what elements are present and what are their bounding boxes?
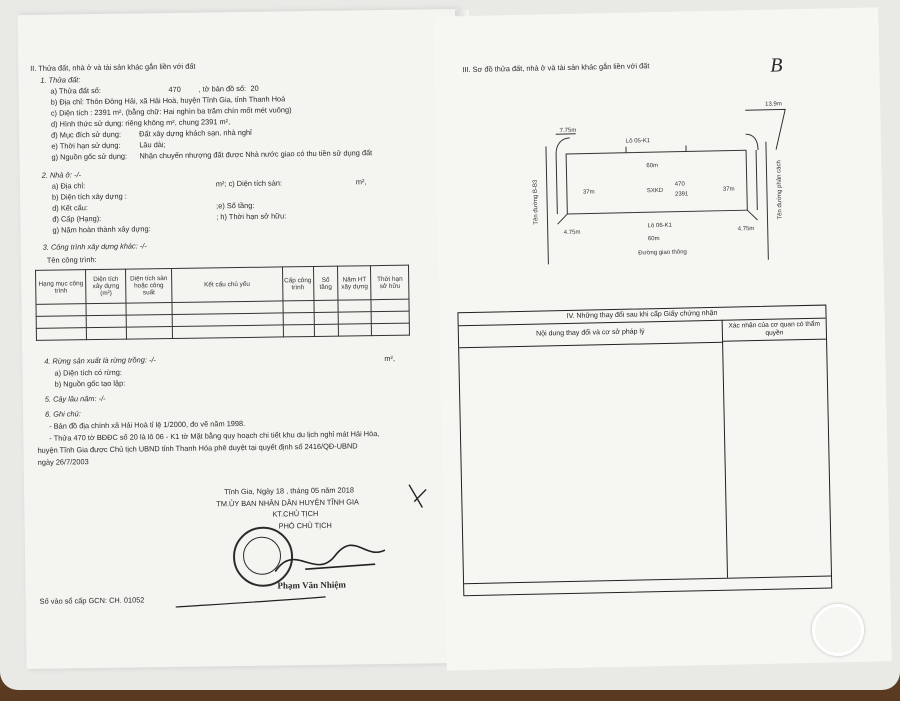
sketch-lot-bottom: Lô 06-K1 bbox=[647, 222, 673, 230]
sketch-road-left: Tên đường B-B3 bbox=[532, 179, 540, 225]
use-form-line: d) Hình thức sử dụng: riêng không m², chung 2391 m², bbox=[50, 117, 231, 129]
section-iii-title: III. Sơ đồ thửa đất, nhà ở và tài sản khác gắn liền với đất bbox=[462, 61, 650, 75]
note-1: - Bản đồ địa chính xã Hải Hoà tỉ lệ 1/2000, đo vẽ năm 1998. bbox=[49, 418, 246, 431]
col-built-area: Diện tích xây dựng (m²) bbox=[86, 269, 126, 304]
house-structure: d) Kết cấu: bbox=[52, 203, 88, 213]
sketch-chamfer-right: 4.75m bbox=[737, 226, 755, 233]
sketch-bottom-dim: 60m bbox=[647, 236, 660, 243]
col-floors: Số tầng bbox=[313, 266, 338, 300]
house-address: a) Địa chỉ: bbox=[51, 181, 86, 191]
house-built-area: b) Diện tích xây dựng : bbox=[51, 191, 127, 202]
date-scribble bbox=[174, 479, 435, 523]
changes-col-content: Nội dung thay đổi và cơ sở pháp lý bbox=[459, 320, 723, 349]
changes-title: IV. Những thay đổi sau khi cấp Giấy chứng nhận bbox=[458, 306, 825, 327]
other-works-heading: 3. Công trình xây dựng khác: -/- bbox=[42, 241, 147, 252]
plot-sketch bbox=[495, 89, 819, 286]
section-ii-title: II. Thửa đất, nhà ở và tài sản khác gắn liền với đất bbox=[30, 61, 196, 73]
house-m2-right: m², bbox=[355, 177, 367, 187]
map-sheet-label: , tờ bản đồ số: bbox=[198, 83, 247, 94]
sketch-road: Đường giao thông bbox=[638, 249, 687, 257]
house-heading: 2. Nhà ở: -/- bbox=[41, 170, 82, 180]
house-floors: ;e) Số tầng: bbox=[216, 200, 255, 211]
sketch-plot-code: SXKD bbox=[646, 187, 664, 195]
registry-number: Số vào sổ cấp GCN: CH. 01052 bbox=[39, 595, 145, 606]
changes-table bbox=[457, 305, 832, 597]
col-main-structure: Kết cấu chủ yếu bbox=[172, 267, 283, 303]
place-date: Tĩnh Gia, Ngày 18 , tháng 05 năm 2018 bbox=[224, 485, 355, 497]
works-table bbox=[35, 265, 410, 341]
land-plot-heading: 1. Thửa đất: bbox=[40, 75, 81, 85]
notes-heading: 6. Ghi chú: bbox=[44, 409, 81, 419]
sketch-road-right: Tên đường phân cách bbox=[776, 160, 784, 220]
col-work-item: Hạng mục công trình bbox=[36, 270, 87, 305]
changes-col-confirm: Xác nhận của cơ quan có thẩm quyền bbox=[723, 318, 826, 342]
sketch-corner-dim: 13.9m bbox=[765, 101, 782, 108]
area-line: c) Diện tích : 2391 m², (bằng chữ: Hai nghìn ba trăm chín mốt mét vuông) bbox=[50, 105, 292, 118]
term-label: e) Thời hạn sử dụng: bbox=[51, 140, 121, 151]
perennial-heading: 5. Cây lâu năm: -/- bbox=[44, 393, 106, 404]
house-year: g) Năm hoàn thành xây dựng: bbox=[52, 224, 151, 235]
note-3: huyện Tĩnh Gia được Chủ tịch UBND tỉnh Thanh Hóa phê duyệt tại quyết định số 2416/QĐ-UBND bbox=[37, 441, 358, 455]
forest-origin: b) Nguồn gốc tạo lập: bbox=[54, 378, 126, 389]
col-floor-area: Diện tích sàn hoặc công suất bbox=[126, 268, 173, 303]
right-page bbox=[433, 7, 892, 670]
sketch-plot-number: 470 bbox=[674, 181, 685, 188]
plot-number-value: 470 bbox=[168, 84, 181, 95]
col-term: Thời hạn sở hữu bbox=[371, 265, 409, 300]
house-term: ; h) Thời hạn sở hữu: bbox=[216, 211, 287, 222]
forest-area: a) Diện tích có rừng: bbox=[54, 367, 122, 378]
plot-number-label: a) Thửa đất số: bbox=[50, 85, 102, 96]
house-c-label: m²; c) Diện tích sàn: bbox=[215, 178, 283, 189]
sketch-lot-top: Lô 05-K1 bbox=[625, 138, 651, 145]
signer-kt: KT.CHỦ TỊCH bbox=[272, 508, 319, 519]
col-year: Năm HT xây dựng bbox=[338, 266, 372, 300]
sketch-plot-area: 2391 bbox=[674, 191, 689, 198]
registry-underline bbox=[35, 585, 335, 619]
house-grade: đ) Cấp (Hạng): bbox=[52, 213, 102, 224]
forest-heading: 4. Rừng sản xuất là rừng trồng: -/- bbox=[44, 355, 157, 366]
origin-label: g) Nguồn gốc sử dụng: bbox=[51, 151, 128, 162]
signer-name: Phạm Văn Nhiệm bbox=[277, 579, 346, 591]
left-page bbox=[17, 9, 466, 669]
sketch-side-dim-left: 37m bbox=[582, 189, 595, 196]
address-line: b) Địa chỉ: Thôn Đông Hải, xã Hải Hoà, huyện Tĩnh Gia, tỉnh Thanh Hoá bbox=[50, 94, 286, 107]
sketch-left-dim: 7.75m bbox=[559, 127, 577, 135]
sketch-side-dim-right: 37m bbox=[722, 186, 735, 193]
purpose-value: Đất xây dựng khách sạn, nhà nghỉ bbox=[139, 127, 252, 139]
work-name-label: Tên công trình: bbox=[46, 255, 97, 265]
map-sheet-value: 20 bbox=[250, 83, 259, 93]
origin-value: Nhận chuyển nhượng đất được Nhà nước giao có thu tiền sử dụng đất bbox=[139, 148, 373, 161]
capture-button[interactable] bbox=[812, 604, 864, 656]
note-2: - Thửa 470 tờ BĐĐC số 20 là lô 06 - K1 tờ Mặt bằng quy hoạch chi tiết khu du lịch nghỉ mát Hải Hòa, bbox=[49, 429, 380, 443]
purpose-label: đ) Mục đích sử dụng: bbox=[51, 129, 122, 140]
sketch-chamfer-left: 4.75m bbox=[563, 229, 581, 237]
signer-title: PHÓ CHỦ TỊCH bbox=[278, 520, 332, 531]
note-4: ngày 26/7/2003 bbox=[37, 457, 89, 467]
signer-org: TM.ỦY BAN NHÂN DÂN HUYỆN TĨNH GIA bbox=[216, 497, 359, 509]
sketch-top-dim: 60m bbox=[646, 163, 659, 170]
col-grade: Cấp công trình bbox=[282, 267, 314, 301]
page-mark: B bbox=[770, 54, 783, 77]
term-value: Lâu dài; bbox=[139, 140, 166, 150]
forest-m2: m², bbox=[384, 353, 396, 364]
